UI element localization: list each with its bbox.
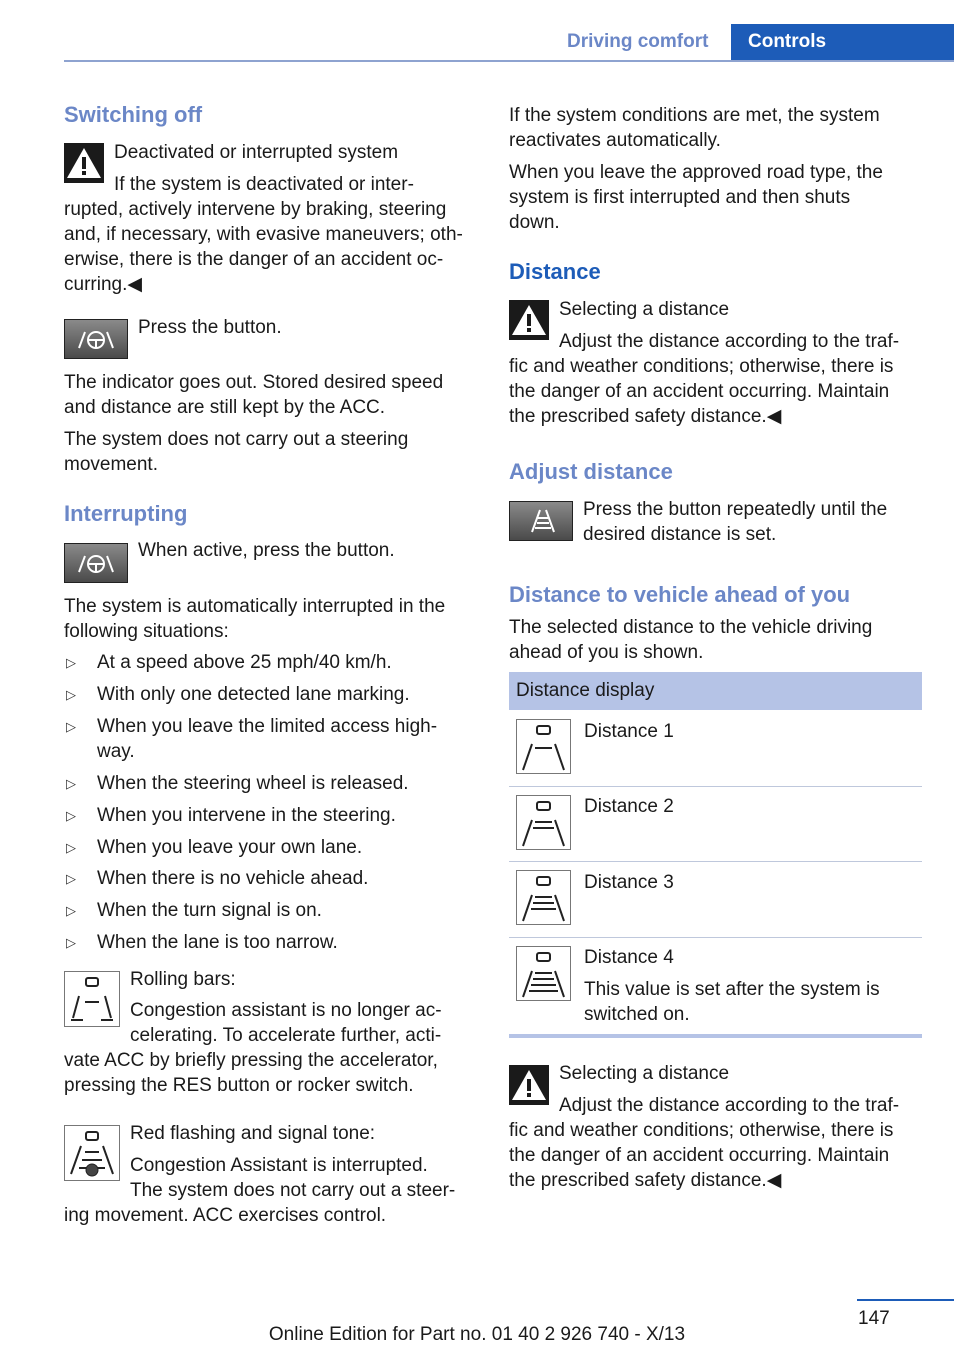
- heading-adjust-distance: Adjust distance: [509, 459, 673, 484]
- heading-switching-off: Switching off: [64, 102, 203, 127]
- running-header-chapter: Controls: [731, 24, 954, 61]
- footer-rule: [857, 1299, 954, 1301]
- paragraph: The system does not carry out a steering movement.: [64, 429, 409, 475]
- list-item: When the steering wheel is released.: [97, 773, 409, 794]
- list-item: With only one detected lane marking.: [97, 684, 410, 705]
- warning-title: Deactivated or interrupted system: [114, 142, 399, 163]
- list-item: When the turn signal is on.: [97, 900, 322, 921]
- steering-assist-button-image: [64, 543, 128, 583]
- header-rule: [64, 60, 954, 62]
- paragraph: The system is automatically interrupted in the following situations:: [64, 596, 446, 642]
- bullet-icon: ▷: [66, 655, 76, 670]
- warning-text: rupted, actively intervene by braking, steering and, if necessary, with evasive maneuvers; oth- erwise, there is the danger of an accident oc- curring.◀: [64, 199, 463, 295]
- list-item: When you intervene in the steering.: [97, 805, 396, 826]
- list-item: When there is no vehicle ahead.: [97, 868, 369, 889]
- table-row-divider: [509, 937, 922, 938]
- table-cell-label: Distance 1: [584, 721, 674, 742]
- paragraph: If the system conditions are met, the system reactivates automatically.: [509, 105, 880, 151]
- footer-edition: Online Edition for Part no. 01 40 2 926 740 - X/13: [268, 1324, 686, 1345]
- bullet-icon: ▷: [66, 903, 76, 918]
- distance-button-image: [509, 501, 573, 541]
- paragraph: The indicator goes out. Stored desired speed and distance are still kept by the ACC.: [64, 372, 444, 418]
- warning-icon: [509, 1065, 549, 1105]
- page-number: 147: [858, 1308, 890, 1329]
- warning-title: Selecting a distance: [559, 299, 730, 320]
- paragraph: The selected distance to the vehicle driving ahead of you is shown.: [509, 617, 873, 663]
- rolling-bars-text: vate ACC by briefly pressing the accelerator, pressing the RES button or rocker switch.: [64, 1050, 438, 1096]
- heading-interrupting: Interrupting: [64, 501, 188, 526]
- bullet-icon: ▷: [66, 871, 76, 886]
- rolling-bars-title: Rolling bars:: [130, 969, 236, 990]
- instruction-text: When active, press the button.: [138, 540, 395, 561]
- heading-distance: Distance: [509, 259, 601, 284]
- warning-text-line: Adjust the distance according to the traf-: [559, 1095, 900, 1116]
- instruction-text: Press the button repeatedly until the desired distance is set.: [583, 499, 888, 545]
- paragraph: When you leave the approved road type, the system is first interrupted and then shuts down.: [509, 162, 883, 233]
- table-cell-label: Distance 3: [584, 872, 674, 893]
- warning-text: fic and weather conditions; otherwise, there is the danger of an accident occurring. Maintain the prescribed safety distance.◀: [509, 356, 894, 427]
- warning-text: fic and weather conditions; otherwise, there is the danger of an accident occurring. Maintain the prescribed safety distance.◀: [509, 1120, 894, 1191]
- table-cell-note: This value is set after the system is switched on.: [584, 979, 880, 1025]
- distance-1-icon: [516, 719, 571, 774]
- table-row-divider: [509, 861, 922, 862]
- table-cell-label: Distance 2: [584, 796, 674, 817]
- running-header-section: Driving comfort: [567, 31, 709, 52]
- steering-assist-button-image: [64, 319, 128, 359]
- heading-distance-ahead: Distance to vehicle ahead of you: [509, 582, 851, 607]
- table-bottom-rule: [509, 1034, 922, 1038]
- rolling-bars-text: Congestion assistant is no longer ac- celerating. To accelerate further, acti-: [130, 1000, 442, 1046]
- list-item: When you leave the limited access high- way.: [97, 716, 438, 762]
- distance-2-icon: [516, 795, 571, 850]
- rolling-bars-icon: [64, 971, 120, 1027]
- bullet-icon: ▷: [66, 935, 76, 950]
- table-cell-label: Distance 4: [584, 947, 674, 968]
- warning-title: Selecting a distance: [559, 1063, 730, 1084]
- red-flashing-text: Congestion Assistant is interrupted. The system does not carry out a steer-: [130, 1155, 456, 1201]
- warning-icon: [509, 300, 549, 340]
- list-item: When you leave your own lane.: [97, 837, 363, 858]
- red-flashing-title: Red flashing and signal tone:: [130, 1123, 376, 1144]
- red-flashing-icon: [64, 1125, 120, 1181]
- table-header: [509, 672, 922, 710]
- bullet-icon: ▷: [66, 719, 76, 734]
- bullet-icon: ▷: [66, 808, 76, 823]
- bullet-icon: ▷: [66, 687, 76, 702]
- distance-3-icon: [516, 870, 571, 925]
- instruction-text: Press the button.: [138, 317, 282, 338]
- distance-4-icon: [516, 946, 571, 1001]
- list-item: When the lane is too narrow.: [97, 932, 338, 953]
- bullet-icon: ▷: [66, 840, 76, 855]
- table-header-label: Distance display: [516, 680, 655, 701]
- bullet-icon: ▷: [66, 776, 76, 791]
- warning-text-line: Adjust the distance according to the traf-: [559, 331, 900, 352]
- table-row-divider: [509, 786, 922, 787]
- warning-icon: [64, 143, 104, 183]
- list-item: At a speed above 25 mph/40 km/h.: [97, 652, 392, 673]
- warning-text-line: If the system is deactivated or inter-: [114, 174, 414, 195]
- red-flashing-text: ing movement. ACC exercises control.: [64, 1205, 387, 1226]
